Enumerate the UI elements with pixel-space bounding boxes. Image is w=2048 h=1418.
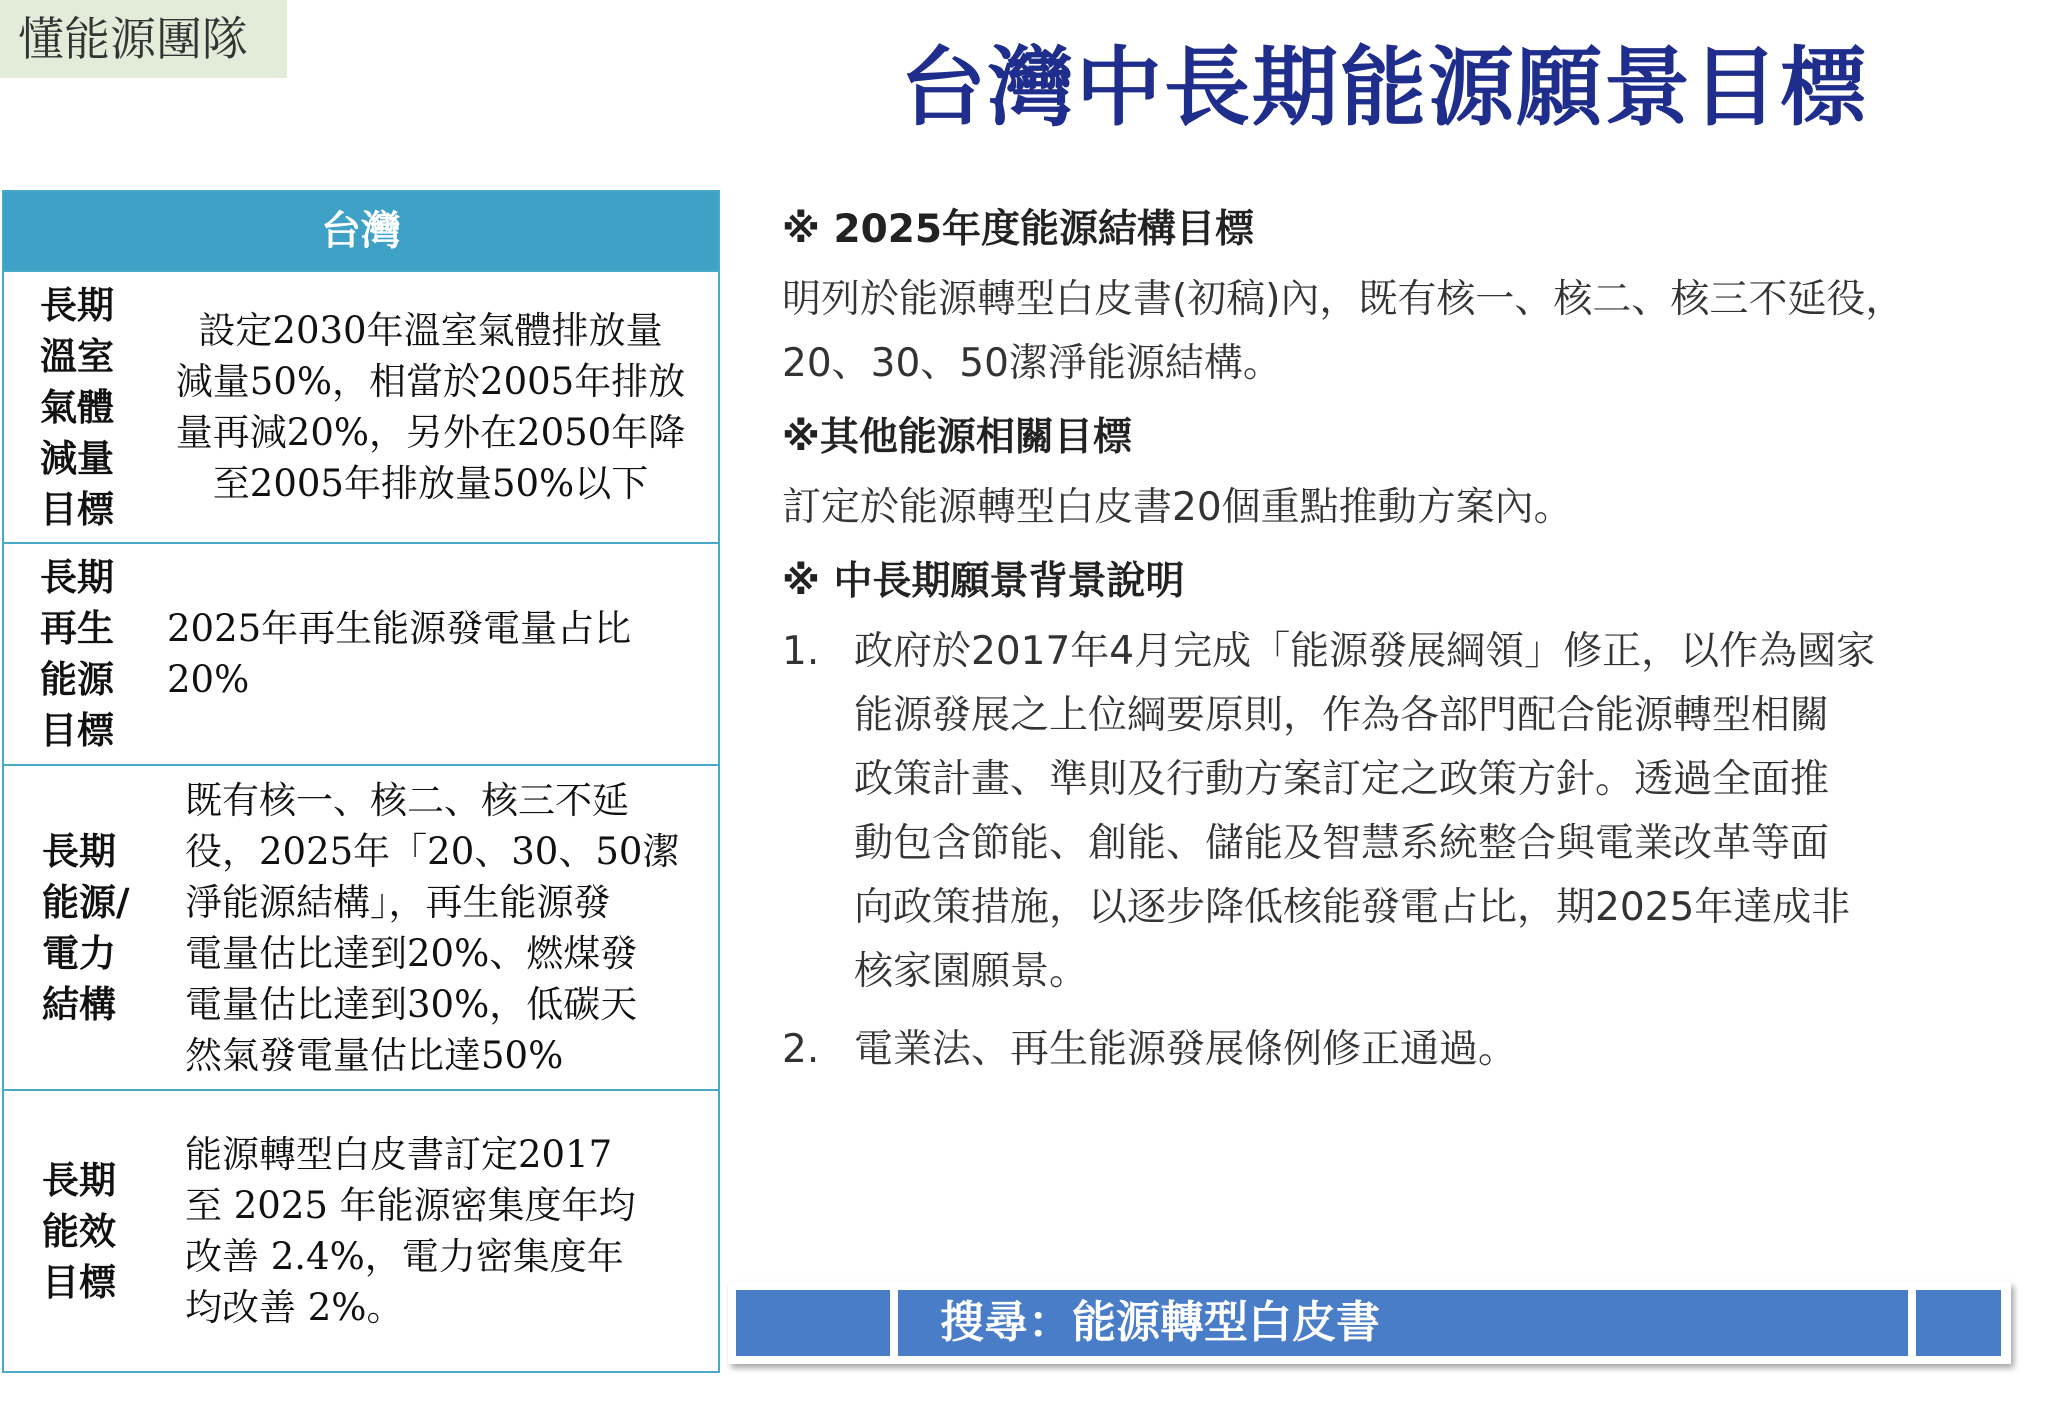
- label-line: 減量: [40, 435, 114, 480]
- text-line: 2025年再生能源發電量占比: [167, 607, 632, 650]
- label-line: 長期: [42, 828, 116, 873]
- label-line: 長期: [40, 282, 114, 327]
- text-line: 役，2025年「20、30、50潔: [185, 829, 680, 873]
- text-line: 核家園願景。: [854, 949, 1089, 994]
- table-row-energy-structure: [4, 764, 718, 1089]
- row-label: [4, 766, 149, 1089]
- text-line: 政策計畫、準則及行動方案訂定之政策方針。透過全面推: [854, 757, 1830, 802]
- text-line: 均改善 2%。: [185, 1286, 404, 1329]
- label-line: 目標: [40, 708, 114, 752]
- text-line: 減量50%，相當於2005年排放: [175, 360, 686, 403]
- label-line: 目標: [40, 486, 114, 531]
- row-text: [149, 766, 718, 1089]
- list-item: [782, 620, 2012, 1004]
- row-label: [4, 544, 149, 764]
- section-heading-2025: ※ 2025年度能源結構目標: [782, 207, 1255, 252]
- label-line: 溫室: [40, 333, 114, 378]
- list-number: 2.: [782, 1027, 820, 1072]
- text-line: 電業法、再生能源發展條例修正通過。: [854, 1027, 1518, 1072]
- section-heading-background: ※ 中長期願景背景說明: [782, 559, 1185, 604]
- text-line: 動包含節能、創能、儲能及智慧系統整合與電業改革等面: [854, 821, 1830, 866]
- list-item: [782, 1018, 2012, 1082]
- text-line: 然氣發電量估比達50%: [185, 1033, 564, 1077]
- label-line: 氣體: [40, 384, 114, 429]
- row-text: [149, 544, 718, 764]
- text-line: 20、30、50潔淨能源結構。: [782, 341, 1282, 386]
- label-line: 能源: [40, 657, 114, 701]
- content-panel: [782, 200, 2012, 1096]
- label-line: 再生: [40, 606, 114, 650]
- row-label: [4, 1091, 149, 1371]
- text-line: 至2005年排放量50%以下: [212, 462, 649, 505]
- text-line: 至 2025 年能源密集度年均: [185, 1184, 636, 1227]
- section-text-2025: [782, 268, 2012, 396]
- page-title: 台灣中長期能源願景目標: [900, 38, 1868, 138]
- taiwan-goals-table: [2, 190, 720, 1373]
- section-heading-other: ※其他能源相關目標: [782, 415, 1132, 460]
- label-line: 長期: [42, 1157, 116, 1202]
- search-bar-label[interactable]: 搜尋：能源轉型白皮書: [898, 1290, 1908, 1356]
- row-label: [4, 272, 149, 542]
- list-text: [854, 620, 1964, 1004]
- section-text-other: 訂定於能源轉型白皮書20個重點推動方案內。: [782, 485, 1573, 530]
- text-line: 電量估比達到30%，低碳天: [185, 982, 638, 1026]
- list-text: [854, 1018, 1964, 1082]
- text-line: 能源轉型白皮書訂定2017: [185, 1133, 613, 1176]
- row-text: [149, 272, 718, 542]
- table-row-efficiency: [4, 1089, 718, 1371]
- table-heading: 台灣: [4, 192, 718, 270]
- text-line: 淨能源結構」，再生能源發: [185, 880, 611, 924]
- table-row-renewable: [4, 542, 718, 764]
- text-line: 明列於能源轉型白皮書(初稿)內，既有核一、核二、核三不延役，: [782, 277, 1905, 322]
- text-line: 向政策措施，以逐步降低核能發電占比，期2025年達成非: [854, 885, 1851, 930]
- text-line: 改善 2.4%，電力密集度年: [185, 1235, 624, 1278]
- background-list: [782, 620, 2012, 1082]
- label-line: 長期: [40, 555, 114, 599]
- row-text: [149, 1091, 718, 1371]
- team-tag: 懂能源團隊: [0, 0, 287, 78]
- search-bar-right-block: [1916, 1290, 2001, 1356]
- text-line: 既有核一、核二、核三不延: [185, 778, 629, 822]
- text-line: 20%: [167, 658, 250, 701]
- text-line: 能源發展之上位綱要原則，作為各部門配合能源轉型相關: [854, 693, 1830, 738]
- list-number: 1.: [782, 629, 820, 674]
- label-line: 能源/: [42, 879, 130, 924]
- label-line: 能效: [42, 1208, 116, 1253]
- text-line: 政府於2017年4月完成「能源發展綱領」修正，以作為國家: [854, 629, 1876, 674]
- label-line: 目標: [42, 1259, 116, 1304]
- table-row-ghg: [4, 270, 718, 542]
- text-line: 量再減20%，另外在2050年降: [175, 411, 686, 454]
- search-bar-left-block: [736, 1290, 890, 1356]
- search-bar[interactable]: [728, 1282, 2011, 1364]
- label-line: 電力: [42, 930, 116, 975]
- text-line: 設定2030年溫室氣體排放量: [198, 309, 663, 352]
- text-line: 電量估比達到20%、燃煤發: [185, 931, 638, 975]
- label-line: 結構: [42, 981, 116, 1026]
